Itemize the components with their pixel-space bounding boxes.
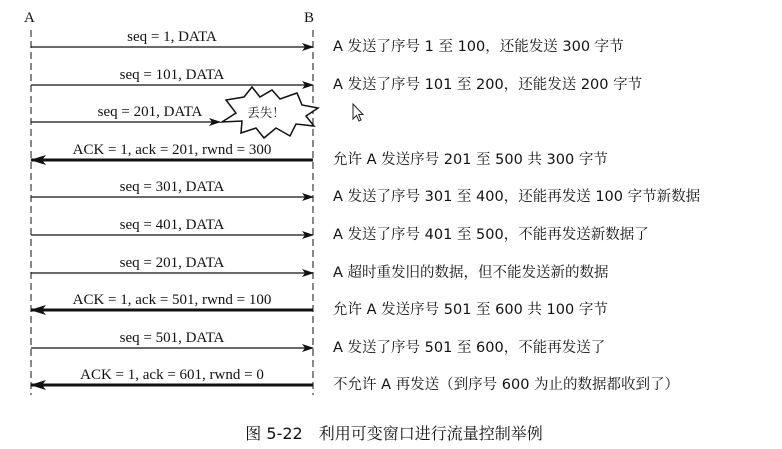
message-label: seq = 501, DATA bbox=[119, 330, 225, 346]
host-a-label: A bbox=[24, 10, 35, 26]
host-b-label: B bbox=[304, 10, 315, 26]
message-label: seq = 301, DATA bbox=[119, 179, 225, 195]
message-label: ACK = 1, ack = 501, rwnd = 100 bbox=[72, 292, 272, 308]
message-note: A 发送了序号 401 至 500，不能再发送新数据了 bbox=[333, 227, 649, 243]
message-label: seq = 1, DATA bbox=[127, 29, 217, 45]
message-label: ACK = 1, ack = 201, rwnd = 300 bbox=[72, 142, 272, 158]
message-note: 不允许 A 再发送（到序号 600 为止的数据都收到了） bbox=[333, 377, 680, 393]
message-label: seq = 401, DATA bbox=[119, 217, 225, 233]
message-note: A 发送了序号 501 至 600，不能再发送了 bbox=[333, 340, 606, 356]
loss-label: 丢失！ bbox=[247, 105, 285, 120]
message-note: 允许 A 发送序号 501 至 600 共 100 字节 bbox=[333, 302, 608, 318]
message-label: ACK = 1, ack = 601, rwnd = 0 bbox=[80, 367, 264, 383]
message-note: 允许 A 发送序号 201 至 500 共 300 字节 bbox=[333, 152, 608, 168]
message-note: A 发送了序号 301 至 400，还能再发送 100 字节新数据 bbox=[333, 189, 701, 205]
message-label: seq = 201, DATA bbox=[119, 255, 225, 271]
message-note: A 发送了序号 101 至 200，还能发送 200 字节 bbox=[333, 77, 643, 93]
message-list bbox=[31, 29, 700, 393]
message-label: seq = 201, DATA bbox=[97, 104, 203, 120]
message-note: A 发送了序号 1 至 100，还能发送 300 字节 bbox=[333, 39, 624, 55]
message-label: seq = 101, DATA bbox=[119, 67, 225, 83]
loss-burst bbox=[222, 87, 318, 138]
figure-caption: 图 5-22 利用可变窗口进行流量控制举例 bbox=[245, 424, 543, 443]
message-note: A 超时重发旧的数据，但不能发送新的数据 bbox=[333, 265, 609, 281]
mouse-pointer-icon bbox=[353, 104, 363, 121]
